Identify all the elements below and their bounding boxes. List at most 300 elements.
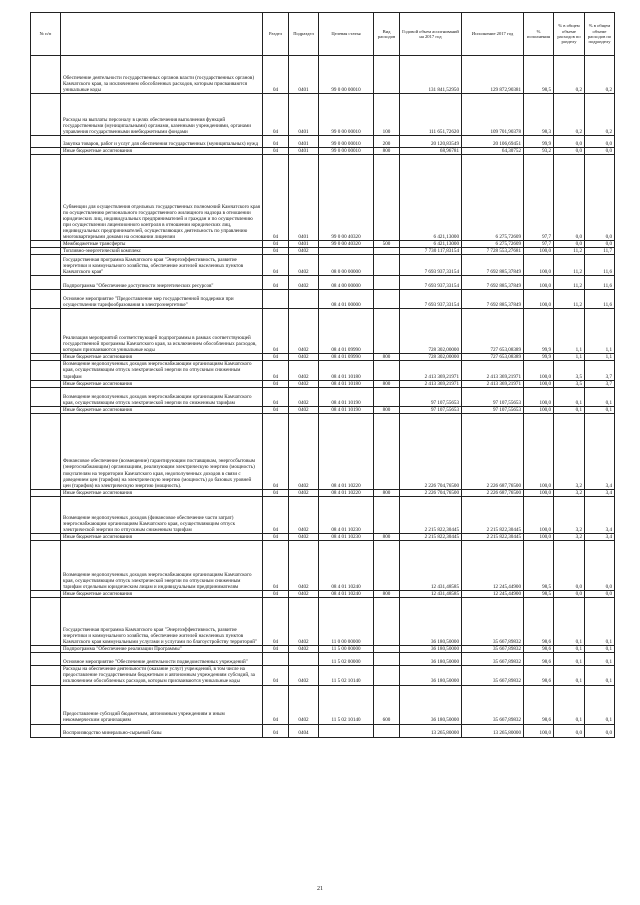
cell-executed: 2 215 822,30445 [462, 533, 524, 540]
cell-share-subsection: 11,6 [585, 290, 615, 309]
cell-subsection: 0402 [289, 533, 319, 540]
table-row [31, 387, 615, 406]
cell-planned: 2 226 704,76500 [400, 489, 462, 496]
cell-section: 04 [263, 533, 289, 540]
cell-subsection: 0402 [289, 685, 319, 724]
table-row [31, 248, 615, 255]
cell-share-section: 0,0 [554, 148, 585, 155]
cell-section: 04 [263, 56, 289, 94]
cell-executed: 2 226 687,76500 [462, 489, 524, 496]
cell-target-article [319, 724, 374, 737]
cell-number [31, 646, 61, 653]
cell-executed: 12 245,44900 [462, 591, 524, 598]
header-cell: Вид расходов [374, 13, 400, 56]
cell-name: Финансовое обеспечение (возмещение) гарантирующим поставщикам, энергосбытовым (энергоснабжающим) организациям, реализующим электрическую энергию (мощность) покупателям на территории Камчатского края, недополученных доходов в связи с доведением цен (тарифов) на электрическую энергию (мощность) до базовых уровней цен (тарифов) на электрическую энергию (мощность). [61, 413, 263, 489]
cell-expense-type [374, 309, 400, 354]
cell-expense-type: 800 [374, 533, 400, 540]
cell-target-article: 08 0 00 00000 [319, 255, 374, 276]
cell-percent: 100,0 [524, 406, 554, 413]
cell-percent: 98,6 [524, 653, 554, 666]
cell-planned: 2 215 822,30445 [400, 533, 462, 540]
cell-name: Возмещение недополученных доходов энергоснабжающим организациям Камчатского края, осуществляющим отпуск электрической энергии по отпускным сниженным тарифам [61, 361, 263, 380]
cell-share-section: 11,2 [554, 255, 585, 276]
cell-section: 04 [263, 666, 289, 685]
cell-share-section: 3,2 [554, 413, 585, 489]
table-row [31, 94, 615, 136]
cell-expense-type: 800 [374, 489, 400, 496]
cell-expense-type: 800 [374, 148, 400, 155]
cell-share-section: 11,2 [554, 248, 585, 255]
cell-name: Предоставление субсидий бюджетным, автономным учреждениям и иным некоммерческим организациям [61, 685, 263, 724]
cell-share-section: 0,0 [554, 136, 585, 148]
cell-target-article: 99 0 00 00010 [319, 56, 374, 94]
cell-share-section: 0,0 [554, 241, 585, 248]
cell-name: Воспроизводство минерально-сырьевой базы [61, 724, 263, 737]
cell-number [31, 56, 61, 94]
cell-expense-type: 200 [374, 136, 400, 148]
cell-number [31, 541, 61, 591]
cell-executed: 20 106,69451 [462, 136, 524, 148]
cell-share-subsection: 3,4 [585, 533, 615, 540]
cell-section: 04 [263, 136, 289, 148]
cell-section: 04 [263, 94, 289, 136]
cell-subsection: 0402 [289, 598, 319, 646]
cell-number [31, 387, 61, 406]
header-cell: % в общем объеме расходов по разделу [554, 13, 585, 56]
cell-share-subsection: 0,0 [585, 541, 615, 591]
cell-share-subsection: 0,1 [585, 666, 615, 685]
cell-planned: 97 107,55653 [400, 406, 462, 413]
cell-percent: 100,0 [524, 413, 554, 489]
cell-executed: 7 692 885,37849 [462, 290, 524, 309]
header-cell: Исполнение 2017 год [462, 13, 524, 56]
cell-target-article: 11 5 02 00000 [319, 653, 374, 666]
cell-number [31, 591, 61, 598]
header-cell: Целевая статья [319, 13, 374, 56]
cell-planned: 36 180,50000 [400, 685, 462, 724]
table-row [31, 148, 615, 155]
cell-expense-type [374, 646, 400, 653]
cell-name: Иные бюджетные ассигнования [61, 380, 263, 387]
cell-share-section: 0,1 [554, 685, 585, 724]
cell-expense-type [374, 541, 400, 591]
cell-section [263, 290, 289, 309]
cell-expense-type [374, 361, 400, 380]
cell-share-subsection: 3,7 [585, 380, 615, 387]
cell-name: Государственная программа Камчатского края "Энергоэффективность, развитие энергетики и коммунального хозяйства, обеспечение жителей населенных пунктов Камчатского края" [61, 255, 263, 276]
cell-executed: 7 692 885,37849 [462, 276, 524, 290]
cell-expense-type [374, 56, 400, 94]
cell-share-section: 11,2 [554, 276, 585, 290]
cell-name: Иные бюджетные ассигнования [61, 591, 263, 598]
cell-number [31, 241, 61, 248]
cell-percent: 100,0 [524, 361, 554, 380]
cell-share-subsection: 1,1 [585, 354, 615, 361]
cell-planned: 36 180,50000 [400, 653, 462, 666]
cell-planned: 6 421,13000 [400, 155, 462, 241]
table-row [31, 241, 615, 248]
cell-section: 04 [263, 248, 289, 255]
cell-expense-type: 800 [374, 406, 400, 413]
cell-expense-type [374, 248, 400, 255]
cell-share-section: 0,0 [554, 724, 585, 737]
cell-section: 04 [263, 155, 289, 241]
cell-share-subsection: 3,4 [585, 413, 615, 489]
table-row [31, 724, 615, 737]
cell-percent: 98,6 [524, 685, 554, 724]
header-row [31, 13, 615, 56]
cell-section [263, 653, 289, 666]
cell-target-article: 08 4 01 10240 [319, 541, 374, 591]
cell-name: Иные бюджетные ассигнования [61, 148, 263, 155]
cell-planned: 728 302,00000 [400, 354, 462, 361]
cell-name: Подпрограмма "Обеспечение реализации Программы" [61, 646, 263, 653]
cell-subsection: 0402 [289, 255, 319, 276]
cell-section: 04 [263, 413, 289, 489]
cell-name: Закупка товаров, работ и услуг для обеспечения государственных (муниципальных) нужд [61, 136, 263, 148]
cell-executed: 2 413 369,21971 [462, 361, 524, 380]
cell-share-section: 0,1 [554, 666, 585, 685]
cell-executed: 35 667,89832 [462, 598, 524, 646]
cell-expense-type [374, 276, 400, 290]
cell-expense-type [374, 598, 400, 646]
cell-target-article: 08 4 01 10190 [319, 387, 374, 406]
cell-planned: 2 413 369,21971 [400, 361, 462, 380]
cell-expense-type [374, 653, 400, 666]
cell-planned: 7 693 937,33154 [400, 255, 462, 276]
cell-section: 04 [263, 406, 289, 413]
budget-table [30, 12, 615, 738]
cell-share-section: 1,1 [554, 354, 585, 361]
cell-expense-type: 800 [374, 354, 400, 361]
cell-share-section: 0,1 [554, 598, 585, 646]
cell-target-article: 08 4 00 00000 [319, 276, 374, 290]
cell-executed: 35 667,89832 [462, 685, 524, 724]
cell-share-section: 3,2 [554, 489, 585, 496]
header-cell [61, 13, 263, 56]
cell-target-article: 08 4 01 10220 [319, 489, 374, 496]
cell-number [31, 666, 61, 685]
cell-subsection: 0402 [289, 406, 319, 413]
cell-percent: 100,0 [524, 276, 554, 290]
cell-target-article: 08 4 01 09990 [319, 309, 374, 354]
cell-planned: 13 265,80000 [400, 724, 462, 737]
cell-number [31, 496, 61, 533]
cell-percent: 100,0 [524, 724, 554, 737]
cell-percent: 100,0 [524, 533, 554, 540]
cell-executed: 7 692 885,37849 [462, 255, 524, 276]
cell-expense-type [374, 666, 400, 685]
cell-section: 04 [263, 380, 289, 387]
cell-name: Подпрограмма "Обеспечение доступности энергетических ресурсов" [61, 276, 263, 290]
cell-subsection: 0402 [289, 666, 319, 685]
cell-percent: 99,9 [524, 354, 554, 361]
cell-number [31, 598, 61, 646]
cell-executed: 7 728 553,27681 [462, 248, 524, 255]
cell-number [31, 136, 61, 148]
cell-percent: 98,5 [524, 56, 554, 94]
cell-planned: 111 651,72620 [400, 94, 462, 136]
cell-percent: 100,0 [524, 255, 554, 276]
cell-planned: 131 841,52950 [400, 56, 462, 94]
cell-subsection: 0404 [289, 724, 319, 737]
cell-planned: 36 180,50000 [400, 598, 462, 646]
cell-share-section: 0,0 [554, 155, 585, 241]
cell-subsection: 0401 [289, 148, 319, 155]
cell-share-subsection: 11,6 [585, 276, 615, 290]
cell-target-article: 99 0 00 00010 [319, 136, 374, 148]
cell-executed: 12 245,44900 [462, 541, 524, 591]
cell-subsection [289, 653, 319, 666]
cell-name: Расходы на обеспечение деятельности (оказание услуг) учреждений, в том числе на предоставление государственным бюджетным и автономным учреждениям субсидий, за исключением обособленных расходов, которым присваиваются уникальные коды [61, 666, 263, 685]
cell-percent: 98,6 [524, 646, 554, 653]
cell-subsection: 0401 [289, 136, 319, 148]
cell-name: Возмещение недополученных доходов энергоснабжающим организациям Камчатского края, осуществляющим отпуск электрической энергии по сниженным тарифам [61, 387, 263, 406]
cell-share-subsection: 0,0 [585, 591, 615, 598]
cell-executed: 6 275,72609 [462, 155, 524, 241]
table-row [31, 685, 615, 724]
cell-percent: 98,5 [524, 541, 554, 591]
cell-percent: 100,0 [524, 489, 554, 496]
cell-target-article: 99 0 00 40320 [319, 155, 374, 241]
cell-subsection: 0402 [289, 361, 319, 380]
cell-target-article [319, 248, 374, 255]
cell-planned: 36 180,50000 [400, 666, 462, 685]
cell-share-section: 1,1 [554, 309, 585, 354]
cell-percent: 98,6 [524, 666, 554, 685]
cell-share-subsection: 0,1 [585, 598, 615, 646]
cell-share-section: 3,2 [554, 496, 585, 533]
cell-target-article: 11 5 02 10140 [319, 685, 374, 724]
cell-percent: 93,2 [524, 148, 554, 155]
cell-target-article: 08 4 01 10240 [319, 591, 374, 598]
cell-number [31, 413, 61, 489]
cell-target-article: 11 5 02 10140 [319, 666, 374, 685]
cell-subsection: 0401 [289, 241, 319, 248]
table-row [31, 309, 615, 354]
header-cell: Раздел [263, 13, 289, 56]
cell-executed: 2 413 369,21971 [462, 380, 524, 387]
cell-name: Расходы на выплаты персоналу в целях обеспечения выполнения функций государственными (муниципальными) органами, казенными учреждениями, органами управления государственными внебюджетными фондами [61, 94, 263, 136]
cell-subsection: 0402 [289, 646, 319, 653]
cell-number [31, 290, 61, 309]
cell-share-section: 0,2 [554, 94, 585, 136]
table-row [31, 290, 615, 309]
cell-expense-type: 600 [374, 685, 400, 724]
cell-expense-type [374, 387, 400, 406]
cell-target-article: 08 4 01 10180 [319, 380, 374, 387]
cell-share-section: 0,1 [554, 406, 585, 413]
cell-subsection: 0402 [289, 354, 319, 361]
cell-share-section: 11,2 [554, 290, 585, 309]
cell-subsection: 0402 [289, 413, 319, 489]
cell-target-article: 08 4 01 10220 [319, 413, 374, 489]
cell-percent: 100,0 [524, 380, 554, 387]
cell-subsection: 0402 [289, 248, 319, 255]
cell-name: Возмещение недополученных доходов энергоснабжающим организациям Камчатского края, осуществляющим отпуск электрической энергии по отпускным сниженным тарифам отдельным юридическим лицам и индивидуальным предпринимателям [61, 541, 263, 591]
table-row [31, 255, 615, 276]
cell-planned: 6 421,13000 [400, 241, 462, 248]
cell-share-subsection: 0,1 [585, 653, 615, 666]
cell-executed: 97 107,55653 [462, 406, 524, 413]
cell-number [31, 155, 61, 241]
cell-section: 04 [263, 598, 289, 646]
header-cell: Подраздел [289, 13, 319, 56]
cell-expense-type [374, 255, 400, 276]
cell-percent: 100,0 [524, 290, 554, 309]
cell-planned: 728 302,00000 [400, 309, 462, 354]
cell-section: 04 [263, 541, 289, 591]
cell-planned: 2 413 369,21971 [400, 380, 462, 387]
cell-section: 04 [263, 309, 289, 354]
cell-expense-type [374, 290, 400, 309]
cell-percent: 100,0 [524, 496, 554, 533]
cell-executed: 35 667,89832 [462, 653, 524, 666]
table-row [31, 653, 615, 666]
table-row [31, 646, 615, 653]
cell-planned: 7 693 937,33154 [400, 276, 462, 290]
cell-planned: 12 431,48585 [400, 591, 462, 598]
cell-number [31, 94, 61, 136]
cell-number [31, 724, 61, 737]
cell-subsection: 0401 [289, 94, 319, 136]
table-row [31, 361, 615, 380]
table-row [31, 496, 615, 533]
cell-name: Топливно-энергетический комплекс [61, 248, 263, 255]
cell-share-subsection: 11,6 [585, 255, 615, 276]
cell-planned: 7 730 117,83154 [400, 248, 462, 255]
cell-expense-type: 800 [374, 591, 400, 598]
cell-share-subsection: 0,0 [585, 724, 615, 737]
table-row [31, 489, 615, 496]
cell-executed: 6 275,72609 [462, 241, 524, 248]
cell-name: Основное мероприятие "Предоставление мер государственной поддержки при осуществлении тарифообразования в электроэнергетике" [61, 290, 263, 309]
cell-subsection: 0402 [289, 541, 319, 591]
cell-share-subsection: 0,2 [585, 94, 615, 136]
cell-executed: 13 265,80000 [462, 724, 524, 737]
cell-name: Субвенции для осуществления отдельных государственных полномочий Камчатского края по осуществлению регионального государственного жилищного надзора в отношении юридических лиц, индивидуальных предпринимателей и граждан и по осуществлению при осуществлении лицензионного контроля в отношении юридических лиц, индивидуальных предпринимателей, осуществляющих деятельность по управлению многоквартирными домами на основании лицензии [61, 155, 263, 241]
cell-expense-type [374, 155, 400, 241]
cell-percent: 98,6 [524, 598, 554, 646]
cell-name: Иные бюджетные ассигнования [61, 406, 263, 413]
cell-name: Основное мероприятие "Обеспечение деятельности подведомственных учреждений" [61, 653, 263, 666]
cell-share-section: 3,5 [554, 380, 585, 387]
cell-planned: 2 226 704,76500 [400, 413, 462, 489]
cell-share-subsection: 3,7 [585, 361, 615, 380]
cell-section: 04 [263, 724, 289, 737]
cell-target-article: 08 4 01 10180 [319, 361, 374, 380]
cell-planned: 20 120,83549 [400, 136, 462, 148]
table-row [31, 56, 615, 94]
table-row [31, 533, 615, 540]
cell-planned: 12 431,48585 [400, 541, 462, 591]
table-row [31, 413, 615, 489]
cell-target-article: 08 4 01 10230 [319, 496, 374, 533]
cell-expense-type: 500 [374, 241, 400, 248]
cell-share-subsection: 1,1 [585, 309, 615, 354]
cell-subsection: 0402 [289, 496, 319, 533]
cell-share-subsection: 0,2 [585, 56, 615, 94]
cell-number [31, 380, 61, 387]
cell-name: Иные бюджетные ассигнования [61, 533, 263, 540]
table-row [31, 406, 615, 413]
cell-percent: 100,0 [524, 248, 554, 255]
cell-number [31, 354, 61, 361]
cell-executed: 2 215 822,30445 [462, 496, 524, 533]
cell-name: Государственная программа Камчатского края "Энергоэффективность, развитие энергетики и коммунального хозяйства, обеспечение жителей населенных пунктов Камчатского края коммунальными услугами и услугами по благоустройству территорий" [61, 598, 263, 646]
cell-number [31, 255, 61, 276]
cell-share-subsection: 0,0 [585, 241, 615, 248]
cell-section: 04 [263, 255, 289, 276]
cell-share-subsection: 0,1 [585, 387, 615, 406]
cell-subsection: 0401 [289, 56, 319, 94]
cell-section: 04 [263, 685, 289, 724]
cell-number [31, 406, 61, 413]
table-row [31, 136, 615, 148]
cell-section: 04 [263, 276, 289, 290]
cell-name: Межбюджетные трансферты [61, 241, 263, 248]
cell-executed: 97 107,55653 [462, 387, 524, 406]
header-cell: Годовой объем ассигнований на 2017 год [400, 13, 462, 56]
cell-share-subsection: 3,4 [585, 489, 615, 496]
cell-number [31, 489, 61, 496]
cell-number [31, 361, 61, 380]
cell-executed: 35 667,89832 [462, 666, 524, 685]
cell-share-section: 0,1 [554, 646, 585, 653]
cell-planned: 7 693 937,33154 [400, 290, 462, 309]
cell-subsection: 0402 [289, 276, 319, 290]
page-number: 21 [317, 886, 323, 892]
cell-expense-type [374, 496, 400, 533]
cell-section: 04 [263, 496, 289, 533]
cell-planned: 97 107,55653 [400, 387, 462, 406]
cell-executed: 2 226 687,76500 [462, 413, 524, 489]
cell-target-article: 08 4 01 10190 [319, 406, 374, 413]
cell-subsection: 0402 [289, 489, 319, 496]
cell-name: Иные бюджетные ассигнования [61, 354, 263, 361]
cell-planned: 36 180,50000 [400, 646, 462, 653]
cell-executed: 727 653,08389 [462, 354, 524, 361]
cell-share-subsection: 0,1 [585, 406, 615, 413]
cell-subsection: 0402 [289, 387, 319, 406]
cell-share-subsection: 0,0 [585, 155, 615, 241]
table-row [31, 276, 615, 290]
cell-share-subsection: 0,1 [585, 685, 615, 724]
cell-target-article: 99 0 00 00010 [319, 94, 374, 136]
cell-share-subsection: 3,4 [585, 496, 615, 533]
cell-executed: 109 701,90378 [462, 94, 524, 136]
cell-executed: 129 872,90381 [462, 56, 524, 94]
table-row [31, 155, 615, 241]
cell-percent: 97,7 [524, 155, 554, 241]
cell-percent: 100,0 [524, 387, 554, 406]
cell-share-section: 3,2 [554, 533, 585, 540]
cell-percent: 99,9 [524, 136, 554, 148]
cell-section: 04 [263, 148, 289, 155]
table-row [31, 591, 615, 598]
cell-number [31, 148, 61, 155]
cell-name: Иные бюджетные ассигнования [61, 489, 263, 496]
cell-number [31, 685, 61, 724]
cell-section: 04 [263, 241, 289, 248]
cell-target-article: 08 4 01 10230 [319, 533, 374, 540]
cell-name: Реализация мероприятий соответствующей подпрограммы в рамках соответствующей государственной программы Камчатского края, за исключением обособленных расходов, которым присваиваются уникальные коды [61, 309, 263, 354]
cell-percent: 98,5 [524, 591, 554, 598]
cell-share-section: 3,5 [554, 361, 585, 380]
table-row [31, 541, 615, 591]
table-row [31, 354, 615, 361]
cell-executed: 727 653,08389 [462, 309, 524, 354]
